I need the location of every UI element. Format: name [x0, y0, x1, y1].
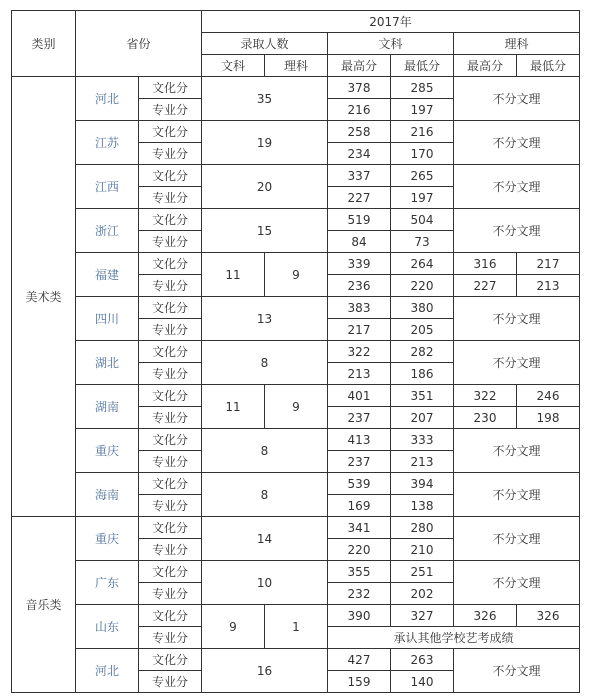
score-type-culture: 文化分 — [139, 77, 202, 99]
score-type-culture: 文化分 — [139, 517, 202, 539]
header-science-lowest: 最低分 — [517, 55, 580, 77]
score-type-major: 专业分 — [139, 187, 202, 209]
admitted-count: 35 — [202, 77, 328, 121]
province-cell: 湖南 — [76, 385, 139, 429]
arts-lowest-score: 394 — [391, 473, 454, 495]
table-row — [12, 341, 580, 363]
no-split-cell: 不分文理 — [454, 297, 580, 341]
admitted-count: 8 — [202, 429, 328, 473]
header-year: 2017年 — [202, 11, 580, 33]
score-type-major: 专业分 — [139, 319, 202, 341]
admission-score-table — [11, 10, 580, 693]
arts-highest-score: 519 — [328, 209, 391, 231]
table-row — [12, 209, 580, 231]
table-row — [12, 473, 580, 495]
arts-highest-score: 227 — [328, 187, 391, 209]
header-science-highest: 最高分 — [454, 55, 517, 77]
score-type-culture: 文化分 — [139, 165, 202, 187]
score-type-major: 专业分 — [139, 231, 202, 253]
table-row — [12, 297, 580, 319]
science-lowest-score: 326 — [517, 605, 580, 627]
no-split-cell: 不分文理 — [454, 649, 580, 693]
score-type-major: 专业分 — [139, 99, 202, 121]
table-row — [12, 385, 580, 407]
note-cell: 承认其他学校艺考成绩 — [328, 627, 580, 649]
arts-highest-score: 234 — [328, 143, 391, 165]
score-type-culture: 文化分 — [139, 605, 202, 627]
arts-lowest-score: 333 — [391, 429, 454, 451]
header-science-group: 理科 — [454, 33, 580, 55]
arts-lowest-score: 251 — [391, 561, 454, 583]
science-lowest-score: 246 — [517, 385, 580, 407]
admitted-arts-count: 11 — [202, 253, 265, 297]
score-type-culture: 文化分 — [139, 561, 202, 583]
arts-lowest-score: 205 — [391, 319, 454, 341]
arts-lowest-score: 138 — [391, 495, 454, 517]
arts-lowest-score: 220 — [391, 275, 454, 297]
arts-highest-score: 413 — [328, 429, 391, 451]
score-type-culture: 文化分 — [139, 649, 202, 671]
arts-lowest-score: 282 — [391, 341, 454, 363]
admitted-count: 19 — [202, 121, 328, 165]
table-row — [12, 165, 580, 187]
score-type-culture: 文化分 — [139, 209, 202, 231]
arts-lowest-score: 197 — [391, 99, 454, 121]
table-row — [12, 253, 580, 275]
score-type-major: 专业分 — [139, 407, 202, 429]
header-province: 省份 — [76, 11, 202, 77]
arts-highest-score: 84 — [328, 231, 391, 253]
arts-lowest-score: 73 — [391, 231, 454, 253]
no-split-cell: 不分文理 — [454, 561, 580, 605]
score-type-major: 专业分 — [139, 671, 202, 693]
arts-highest-score: 378 — [328, 77, 391, 99]
admitted-count: 13 — [202, 297, 328, 341]
table-row — [12, 649, 580, 671]
header-arts-group: 文科 — [328, 33, 454, 55]
province-cell: 江西 — [76, 165, 139, 209]
header-row-1 — [12, 11, 580, 33]
score-type-culture: 文化分 — [139, 429, 202, 451]
table-row — [12, 605, 580, 627]
province-cell: 重庆 — [76, 517, 139, 561]
score-type-culture: 文化分 — [139, 253, 202, 275]
province-cell: 河北 — [76, 77, 139, 121]
science-lowest-score: 213 — [517, 275, 580, 297]
province-cell: 山东 — [76, 605, 139, 649]
admitted-science-count: 9 — [265, 385, 328, 429]
admitted-count: 20 — [202, 165, 328, 209]
province-cell: 海南 — [76, 473, 139, 517]
arts-highest-score: 217 — [328, 319, 391, 341]
admitted-count: 15 — [202, 209, 328, 253]
arts-lowest-score: 197 — [391, 187, 454, 209]
arts-highest-score: 390 — [328, 605, 391, 627]
science-highest-score: 326 — [454, 605, 517, 627]
science-highest-score: 316 — [454, 253, 517, 275]
header-arts-lowest: 最低分 — [391, 55, 454, 77]
score-type-major: 专业分 — [139, 583, 202, 605]
admitted-count: 14 — [202, 517, 328, 561]
no-split-cell: 不分文理 — [454, 165, 580, 209]
arts-lowest-score: 280 — [391, 517, 454, 539]
score-type-culture: 文化分 — [139, 385, 202, 407]
arts-lowest-score: 213 — [391, 451, 454, 473]
admitted-science-count: 9 — [265, 253, 328, 297]
no-split-cell: 不分文理 — [454, 473, 580, 517]
admitted-count: 16 — [202, 649, 328, 693]
arts-highest-score: 237 — [328, 451, 391, 473]
category-cell: 音乐类 — [12, 517, 76, 693]
score-type-major: 专业分 — [139, 451, 202, 473]
science-lowest-score: 198 — [517, 407, 580, 429]
arts-highest-score: 236 — [328, 275, 391, 297]
header-admitted-arts: 文科 — [202, 55, 265, 77]
header-admitted: 录取人数 — [202, 33, 328, 55]
arts-lowest-score: 504 — [391, 209, 454, 231]
arts-lowest-score: 210 — [391, 539, 454, 561]
arts-highest-score: 355 — [328, 561, 391, 583]
province-cell: 浙江 — [76, 209, 139, 253]
science-highest-score: 230 — [454, 407, 517, 429]
score-type-major: 专业分 — [139, 363, 202, 385]
province-cell: 河北 — [76, 649, 139, 693]
admitted-science-count: 1 — [265, 605, 328, 649]
science-lowest-score: 217 — [517, 253, 580, 275]
arts-lowest-score: 216 — [391, 121, 454, 143]
arts-lowest-score: 140 — [391, 671, 454, 693]
arts-lowest-score: 327 — [391, 605, 454, 627]
score-type-culture: 文化分 — [139, 473, 202, 495]
score-type-culture: 文化分 — [139, 121, 202, 143]
no-split-cell: 不分文理 — [454, 341, 580, 385]
arts-highest-score: 220 — [328, 539, 391, 561]
province-cell: 重庆 — [76, 429, 139, 473]
arts-highest-score: 258 — [328, 121, 391, 143]
admitted-count: 8 — [202, 341, 328, 385]
arts-highest-score: 216 — [328, 99, 391, 121]
province-cell: 福建 — [76, 253, 139, 297]
arts-highest-score: 341 — [328, 517, 391, 539]
arts-highest-score: 322 — [328, 341, 391, 363]
no-split-cell: 不分文理 — [454, 517, 580, 561]
arts-lowest-score: 265 — [391, 165, 454, 187]
category-cell: 美术类 — [12, 77, 76, 517]
arts-highest-score: 232 — [328, 583, 391, 605]
arts-lowest-score: 186 — [391, 363, 454, 385]
table-row — [12, 77, 580, 99]
admitted-count: 10 — [202, 561, 328, 605]
arts-highest-score: 169 — [328, 495, 391, 517]
arts-lowest-score: 380 — [391, 297, 454, 319]
arts-lowest-score: 207 — [391, 407, 454, 429]
province-cell: 四川 — [76, 297, 139, 341]
admission-table-container — [11, 10, 580, 693]
arts-lowest-score: 264 — [391, 253, 454, 275]
score-type-major: 专业分 — [139, 495, 202, 517]
arts-highest-score: 383 — [328, 297, 391, 319]
arts-lowest-score: 285 — [391, 77, 454, 99]
score-type-major: 专业分 — [139, 539, 202, 561]
arts-highest-score: 401 — [328, 385, 391, 407]
arts-highest-score: 213 — [328, 363, 391, 385]
arts-lowest-score: 202 — [391, 583, 454, 605]
province-cell: 湖北 — [76, 341, 139, 385]
no-split-cell: 不分文理 — [454, 429, 580, 473]
arts-lowest-score: 351 — [391, 385, 454, 407]
table-row — [12, 561, 580, 583]
no-split-cell: 不分文理 — [454, 121, 580, 165]
science-highest-score: 322 — [454, 385, 517, 407]
province-cell: 江苏 — [76, 121, 139, 165]
arts-highest-score: 237 — [328, 407, 391, 429]
table-row — [12, 121, 580, 143]
header-admitted-science: 理科 — [265, 55, 328, 77]
arts-highest-score: 339 — [328, 253, 391, 275]
arts-highest-score: 159 — [328, 671, 391, 693]
header-arts-highest: 最高分 — [328, 55, 391, 77]
score-type-major: 专业分 — [139, 627, 202, 649]
arts-highest-score: 337 — [328, 165, 391, 187]
arts-lowest-score: 263 — [391, 649, 454, 671]
science-highest-score: 227 — [454, 275, 517, 297]
arts-highest-score: 427 — [328, 649, 391, 671]
table-body — [12, 11, 580, 693]
arts-highest-score: 539 — [328, 473, 391, 495]
table-row — [12, 429, 580, 451]
admitted-arts-count: 9 — [202, 605, 265, 649]
header-category: 类别 — [12, 11, 76, 77]
province-cell: 广东 — [76, 561, 139, 605]
admitted-count: 8 — [202, 473, 328, 517]
score-type-major: 专业分 — [139, 275, 202, 297]
table-row — [12, 517, 580, 539]
no-split-cell: 不分文理 — [454, 209, 580, 253]
score-type-major: 专业分 — [139, 143, 202, 165]
arts-lowest-score: 170 — [391, 143, 454, 165]
score-type-culture: 文化分 — [139, 297, 202, 319]
score-type-culture: 文化分 — [139, 341, 202, 363]
no-split-cell: 不分文理 — [454, 77, 580, 121]
admitted-arts-count: 11 — [202, 385, 265, 429]
